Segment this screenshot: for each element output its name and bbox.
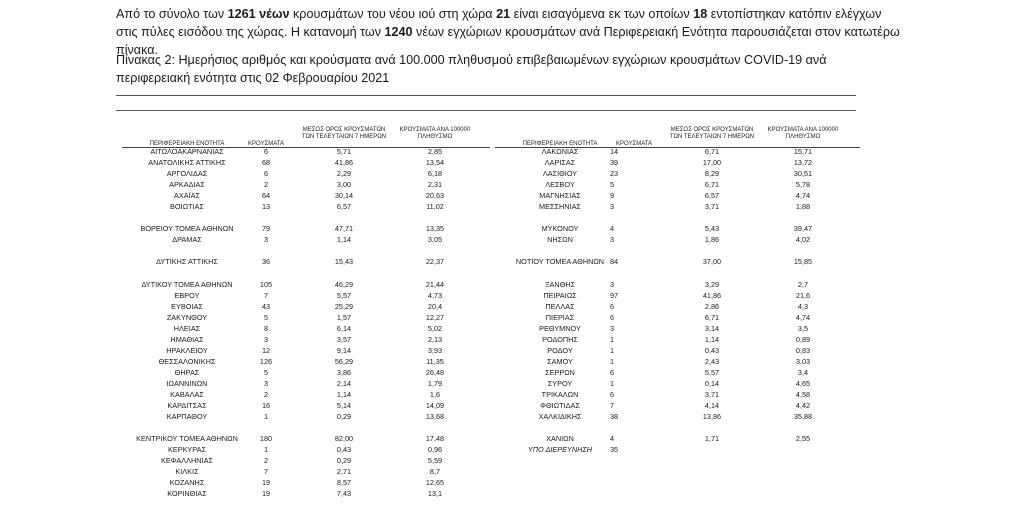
cell-per100k: 3,4 <box>797 368 809 377</box>
cell-cases: 19 <box>261 489 271 498</box>
cell-avg: 6,57 <box>336 202 352 211</box>
header-avg-left-1: ΜΕΣΟΣ ΟΡΟΣ ΚΡΟΥΣΜΑΤΩΝ <box>302 127 386 133</box>
cell-region: ΚΕΦΑΛΛΗΝΙΑΣ <box>161 456 213 465</box>
cell-region: ΖΑΚΥΝΘΟΥ <box>166 313 208 322</box>
cell-avg: 7,43 <box>336 489 352 498</box>
cell-per100k: 3,03 <box>795 357 811 366</box>
cell-region: ΠΕΛΛΑΣ <box>545 302 575 311</box>
table-top-rule <box>116 95 856 96</box>
cell-region: ΛΑΣΙΘΙΟΥ <box>542 169 578 178</box>
cell-cases: 1 <box>610 346 615 355</box>
cell-per100k: 1,6 <box>429 390 441 399</box>
cell-avg: 6,71 <box>704 313 720 322</box>
cell-per100k: 12,27 <box>425 313 445 322</box>
cell-avg: 3,71 <box>704 202 720 211</box>
cell-cases: 14 <box>610 147 619 156</box>
cell-avg: 30,14 <box>334 191 354 200</box>
cell-region: ΦΘΙΩΤΙΔΑΣ <box>540 401 580 410</box>
cell-per100k: 17,48 <box>425 434 445 443</box>
cell-avg: 2,29 <box>336 169 352 178</box>
cell-cases: 39 <box>610 158 619 167</box>
cell-per100k: 21,44 <box>425 280 445 289</box>
cell-region: ΠΙΕΡΙΑΣ <box>545 313 575 322</box>
cell-avg: 13,86 <box>702 412 722 421</box>
cell-per100k: 3,05 <box>427 235 443 244</box>
cell-region: ΛΕΣΒΟΥ <box>545 180 575 189</box>
cell-cases: 3 <box>610 324 615 333</box>
cell-cases: 1 <box>610 335 615 344</box>
cell-region: ΘΕΣΣΑΛΟΝΙΚΗΣ <box>158 357 216 366</box>
cell-cases: 6 <box>610 302 615 311</box>
cell-avg: 6,57 <box>704 191 720 200</box>
cell-region: ΛΑΚΩΝΙΑΣ <box>541 147 579 156</box>
cell-region: ΙΩΑΝΝΙΝΩΝ <box>166 379 208 388</box>
cell-per100k: 1,88 <box>795 202 811 211</box>
cell-avg: 3,29 <box>704 280 720 289</box>
table-second-rule <box>116 110 856 111</box>
cell-avg: 3,71 <box>704 390 720 399</box>
cell-cases: 7 <box>263 291 269 300</box>
cell-cases: 6 <box>610 390 615 399</box>
cell-cases: 13 <box>261 202 271 211</box>
cell-cases: 3 <box>610 202 615 211</box>
cell-region: ΣΑΜΟΥ <box>547 357 573 366</box>
cell-cases: 35 <box>610 445 619 454</box>
header-per100k-right-2: ΠΛΗΘΥΣΜΟ <box>785 134 821 140</box>
cell-avg: 0,29 <box>336 412 352 421</box>
cell-per100k: 15,85 <box>793 257 813 266</box>
cell-avg: 2,14 <box>336 379 352 388</box>
cell-per100k: 20,4 <box>427 302 443 311</box>
cell-cases: 6 <box>263 169 269 178</box>
cell-cases: 64 <box>261 191 271 200</box>
cell-cases: 38 <box>610 412 619 421</box>
cell-avg: 4,14 <box>704 401 720 410</box>
cell-region: ΑΝΑΤΟΛΙΚΗΣ ΑΤΤΙΚΗΣ <box>148 158 226 167</box>
cell-avg: 17,00 <box>702 158 722 167</box>
cell-per100k: 4,74 <box>795 313 811 322</box>
header-avg-right-2: ΤΩΝ ΤΕΛΕΥΤΑΙΩΝ 7 ΗΜΕΡΩΝ <box>669 134 755 140</box>
cell-cases: 1 <box>610 379 615 388</box>
cell-cases: 105 <box>259 280 273 289</box>
cell-per100k: 5,78 <box>795 180 811 189</box>
cell-avg: 47,71 <box>334 224 354 233</box>
cell-cases: 68 <box>261 158 271 167</box>
cell-per100k: 13,54 <box>425 158 445 167</box>
cell-avg: 6,14 <box>336 324 352 333</box>
table-caption: Πίνακας 2: Ημερήσιος αριθμός και κρούσματα ανά 100.000 πληθυσμού επιβεβαιωμένων εγχώριων κρουσμάτων COVID-19 ανά περιφερειακή ενότητα στις 02 Φεβρουαρίου 2021 <box>116 53 827 85</box>
cell-avg: 56,29 <box>334 357 354 366</box>
cell-avg: 2,86 <box>704 302 720 311</box>
cell-per100k: 11,02 <box>426 202 444 211</box>
cell-avg: 3,00 <box>336 180 352 189</box>
cell-per100k: 15,71 <box>793 147 813 156</box>
cell-region: ΚΑΡΔΙΤΣΑΣ <box>167 401 207 410</box>
cell-cases: 7 <box>610 401 615 410</box>
cell-region: ΒΟΙΩΤΙΑΣ <box>170 202 204 211</box>
cell-region: ΑΡΓΟΛΙΔΑΣ <box>166 169 208 178</box>
cell-avg: 2,71 <box>336 467 352 476</box>
header-per100k-right-1: ΚΡΟΥΣΜΑΤΑ ΑΝΑ 100000 <box>767 127 839 133</box>
cell-region: ΜΑΓΝΗΣΙΑΣ <box>539 191 581 200</box>
cell-region: ΑΧΑΪΑΣ <box>173 191 200 200</box>
cell-region: ΚΕΝΤΡΙΚΟΥ ΤΟΜΕΑ ΑΘΗΝΩΝ <box>136 434 238 443</box>
cell-region: ΥΠΟ ΔΙΕΡΕΥΝΗΣΗ <box>527 445 593 454</box>
cell-cases: 6 <box>610 368 615 377</box>
cell-per100k: 0,96 <box>427 445 443 454</box>
cell-cases: 3 <box>263 335 269 344</box>
cell-region: ΗΡΑΚΛΕΙΟΥ <box>166 346 208 355</box>
cell-cases: 16 <box>261 401 271 410</box>
cell-per100k: 14,09 <box>425 401 445 410</box>
cell-cases: 3 <box>610 235 615 244</box>
cell-cases: 1 <box>263 445 269 454</box>
cell-cases: 43 <box>261 302 271 311</box>
new-cases-count: 1261 νέων <box>227 7 290 21</box>
cell-per100k: 5,02 <box>427 324 443 333</box>
cell-avg: 41,86 <box>334 158 354 167</box>
cell-cases: 1 <box>263 412 269 421</box>
cell-per100k: 22,37 <box>425 257 445 266</box>
cell-per100k: 30,51 <box>793 169 813 178</box>
cell-per100k: 11,35 <box>426 357 444 366</box>
header-cases-left: ΚΡΟΥΣΜΑΤΑ <box>248 141 284 147</box>
cell-cases: 7 <box>263 467 269 476</box>
intro-text: Από το σύνολο των <box>116 7 228 21</box>
cell-per100k: 3,5 <box>797 324 809 333</box>
cell-region: ΛΑΡΙΣΑΣ <box>544 158 576 167</box>
border-detected-count: 18 <box>693 7 708 21</box>
header-avg-left-2: ΤΩΝ ΤΕΛΕΥΤΑΙΩΝ 7 ΗΜΕΡΩΝ <box>301 134 387 140</box>
cell-region: ΘΗΡΑΣ <box>174 368 200 377</box>
cell-avg: 41,86 <box>702 291 722 300</box>
cell-per100k: 4,74 <box>795 191 811 200</box>
cell-per100k: 4,65 <box>795 379 811 388</box>
cell-avg: 1,57 <box>336 313 352 322</box>
cell-region: ΝΗΣΩΝ <box>547 235 573 244</box>
cell-avg: 2,43 <box>704 357 720 366</box>
imported-count: 21 <box>496 7 511 21</box>
cell-region: ΚΑΡΠΑΘΟΥ <box>166 412 208 421</box>
cell-cases: 97 <box>610 291 619 300</box>
cell-avg: 3,86 <box>336 368 352 377</box>
cell-avg: 1,14 <box>336 390 352 399</box>
header-region-left: ΠΕΡΙΦΕΡΕΙΑΚΗ ΕΝΟΤΗΤΑ <box>149 141 225 147</box>
cell-region: ΣΕΡΡΩΝ <box>545 368 575 377</box>
cell-avg: 5,71 <box>336 147 352 156</box>
cell-cases: 5 <box>263 313 269 322</box>
cell-per100k: 0,89 <box>795 335 811 344</box>
cell-avg: 8,57 <box>336 478 352 487</box>
cell-per100k: 4,3 <box>797 302 809 311</box>
cell-per100k: 21,6 <box>795 291 811 300</box>
header-per100k-left-1: ΚΡΟΥΣΜΑΤΑ ΑΝΑ 100000 <box>399 127 471 133</box>
cell-region: ΠΕΙΡΑΙΩΣ <box>543 291 577 300</box>
cell-cases: 84 <box>610 257 619 266</box>
cell-avg: 8,29 <box>704 169 720 178</box>
intro-text: εντοπίστηκαν κατόπιν ελέγχων στις πύλες εισόδου της χώρας. Η κατανομή των <box>116 7 882 39</box>
cell-avg: 1,86 <box>704 235 720 244</box>
cell-region: ΤΡΙΚΑΛΩΝ <box>541 390 579 399</box>
cell-per100k: 2,85 <box>427 147 443 156</box>
cell-avg: 1,14 <box>336 235 352 244</box>
cell-region: ΧΑΛΚΙΔΙΚΗΣ <box>538 412 582 421</box>
cell-per100k: 2,7 <box>797 280 809 289</box>
domestic-count: 1240 <box>384 25 413 39</box>
cell-avg: 5,57 <box>704 368 720 377</box>
header-avg-right-1: ΜΕΣΟΣ ΟΡΟΣ ΚΡΟΥΣΜΑΤΩΝ <box>670 127 754 133</box>
cell-cases: 1 <box>610 357 615 366</box>
cell-region: ΗΜΑΘΙΑΣ <box>170 335 204 344</box>
cell-cases: 9 <box>610 191 615 200</box>
cell-region: ΔΡΑΜΑΣ <box>172 235 202 244</box>
cell-per100k: 2,31 <box>427 180 443 189</box>
cell-avg: 3,14 <box>704 324 720 333</box>
cell-cases: 3 <box>610 280 615 289</box>
cell-cases: 5 <box>263 368 269 377</box>
cell-per100k: 39,47 <box>793 224 813 233</box>
cell-region: ΣΥΡΟΥ <box>547 379 573 388</box>
intro-text: κρουσμάτων του νέου ιού στη χώρα <box>289 7 497 21</box>
cell-per100k: 35,88 <box>793 412 813 421</box>
cell-per100k: 26,48 <box>425 368 445 377</box>
header-region-right: ΠΕΡΙΦΕΡΕΙΑΚΗ ΕΝΟΤΗΤΑ <box>522 141 598 147</box>
cell-avg: 1,71 <box>704 434 720 443</box>
cell-per100k: 1,79 <box>427 379 443 388</box>
cell-region: ΑΙΤΩΛΟΑΚΑΡΝΑΝΙΑΣ <box>150 147 224 156</box>
cell-per100k: 3,93 <box>427 346 443 355</box>
cell-avg: 1,14 <box>704 335 720 344</box>
cell-cases: 2 <box>263 390 269 399</box>
cell-cases: 23 <box>610 169 619 178</box>
cell-avg: 37,00 <box>702 257 722 266</box>
cell-region: ΜΕΣΣΗΝΙΑΣ <box>539 202 581 211</box>
cell-region: ΒΟΡΕΙΟΥ ΤΟΜΕΑ ΑΘΗΝΩΝ <box>140 224 234 233</box>
cell-per100k: 8,7 <box>429 467 441 476</box>
cell-avg: 0,14 <box>704 379 720 388</box>
cell-per100k: 2,55 <box>795 434 811 443</box>
cell-avg: 6,71 <box>704 147 720 156</box>
cell-region: ΚΟΖΑΝΗΣ <box>169 478 205 487</box>
cell-avg: 5,14 <box>336 401 352 410</box>
cell-region: ΕΒΡΟΥ <box>174 291 200 300</box>
cell-per100k: 13,1 <box>427 489 443 498</box>
cell-per100k: 4,42 <box>795 401 811 410</box>
cell-per100k: 4,02 <box>795 235 811 244</box>
cell-region: ΚΕΡΚΥΡΑΣ <box>167 445 207 454</box>
cell-avg: 82,00 <box>334 434 354 443</box>
intro-text: νέων εγχώριων κρουσμάτων ανά Περιφερειακή Ενότητα παρουσιάζεται στον κατωτέρω πίνακα. <box>116 25 900 57</box>
cell-region: ΡΟΔΟΥ <box>547 346 573 355</box>
cell-avg: 9,14 <box>336 346 352 355</box>
cell-cases: 6 <box>263 147 269 156</box>
cell-cases: 6 <box>610 313 615 322</box>
cell-per100k: 4,73 <box>427 291 443 300</box>
cell-avg: 46,29 <box>334 280 354 289</box>
cell-avg: 6,71 <box>704 180 720 189</box>
cell-per100k: 12,65 <box>425 478 445 487</box>
cell-per100k: 13,35 <box>425 224 445 233</box>
cell-cases: 19 <box>261 478 271 487</box>
cell-region: ΡΟΔΟΠΗΣ <box>542 335 578 344</box>
cell-per100k: 13,72 <box>793 158 813 167</box>
cell-cases: 4 <box>610 434 615 443</box>
cell-avg: 15,43 <box>334 257 354 266</box>
cell-region: ΧΑΝΙΩΝ <box>546 434 574 443</box>
cell-region: ΞΑΝΘΗΣ <box>544 280 576 289</box>
cell-region: ΜΥΚΟΝΟΥ <box>541 224 579 233</box>
cell-cases: 5 <box>610 180 615 189</box>
cell-region: ΕΥΒΟΙΑΣ <box>171 302 203 311</box>
cell-cases: 3 <box>263 379 269 388</box>
cell-cases: 3 <box>263 235 269 244</box>
cell-avg: 5,43 <box>704 224 720 233</box>
cell-cases: 2 <box>263 180 269 189</box>
cell-region: ΚΙΛΚΙΣ <box>175 467 199 476</box>
cell-avg: 25,29 <box>334 302 354 311</box>
cell-cases: 126 <box>259 357 273 366</box>
cell-per100k: 13,68 <box>425 412 445 421</box>
cell-per100k: 4,58 <box>795 390 811 399</box>
cell-region: ΗΛΕΙΑΣ <box>173 324 201 333</box>
cell-per100k: 0,83 <box>795 346 811 355</box>
cell-region: ΑΡΚΑΔΙΑΣ <box>169 180 205 189</box>
header-per100k-left-2: ΠΛΗΘΥΣΜΟ <box>417 134 453 140</box>
cell-cases: 79 <box>261 224 271 233</box>
cell-cases: 2 <box>263 456 269 465</box>
cell-avg: 0,43 <box>336 445 352 454</box>
cell-cases: 180 <box>259 434 273 443</box>
cell-region: ΚΑΒΑΛΑΣ <box>170 390 204 399</box>
cell-per100k: 6,18 <box>427 169 443 178</box>
cell-per100k: 2,13 <box>427 335 443 344</box>
cell-avg: 0,29 <box>336 456 352 465</box>
cell-per100k: 20,63 <box>425 191 445 200</box>
cell-region: ΝΟΤΙΟΥ ΤΟΜΕΑ ΑΘΗΝΩΝ <box>515 257 605 266</box>
cell-per100k: 5,59 <box>427 456 443 465</box>
intro-text: είναι εισαγόμενα εκ των οποίων <box>510 7 694 21</box>
cell-cases: 4 <box>610 224 615 233</box>
cell-region: ΚΟΡΙΝΘΙΑΣ <box>167 489 207 498</box>
cell-avg: 5,57 <box>336 291 352 300</box>
cell-cases: 8 <box>263 324 269 333</box>
header-cases-right: ΚΡΟΥΣΜΑΤΑ <box>616 141 652 147</box>
cell-cases: 36 <box>261 257 271 266</box>
cell-cases: 12 <box>261 346 271 355</box>
cell-region: ΔΥΤΙΚΟΥ ΤΟΜΕΑ ΑΘΗΝΩΝ <box>141 280 233 289</box>
cell-region: ΔΥΤΙΚΗΣ ΑΤΤΙΚΗΣ <box>156 257 218 266</box>
cell-avg: 0,43 <box>704 346 720 355</box>
cell-region: ΡΕΘΥΜΝΟΥ <box>539 324 581 333</box>
cell-avg: 3,57 <box>336 335 352 344</box>
